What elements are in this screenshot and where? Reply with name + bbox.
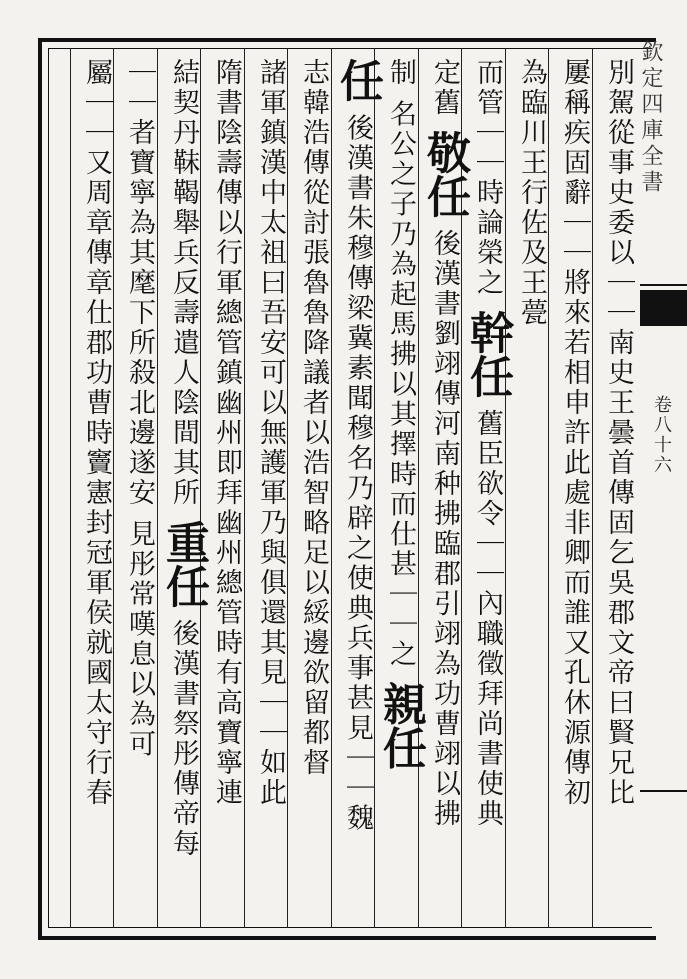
text-segment: 後漢書劉翊傳河南种拂臨郡引翊為功曹翊以拂	[429, 229, 460, 830]
text-segment: 為臨川王行佐及王甍	[516, 58, 547, 328]
fishtail-line	[640, 284, 687, 286]
text-column-5	[419, 58, 470, 923]
text-segment: 名公之子乃為起馬拂以其擇時而仕甚｜｜之	[385, 99, 416, 670]
text-segment: 結契丹靺鞨舉兵反壽遣人陰間其所	[168, 58, 199, 508]
text-column-2: 屢稱疾固辭｜｜將來若相申許此處非卿而誰又孔休源傳初	[559, 58, 590, 808]
text-column-3	[511, 58, 551, 923]
text-column-7	[332, 58, 383, 923]
text-segment: ｜｜者寶寧為其麾下所殺北邊遂安	[124, 58, 155, 508]
text-segment: 而管｜｜時論榮之	[472, 58, 503, 298]
heading-qin-ren: 親任	[375, 681, 426, 770]
heading-jing-ren: 敬任	[419, 129, 470, 218]
volume-label: 卷八十六	[651, 395, 672, 475]
text-segment: 舊臣欲令｜｜內職徵拜尚書使典	[472, 409, 503, 830]
text-column-6	[375, 58, 426, 923]
text-segment: 後漢書朱穆傳梁冀素聞穆名乃辟之使典兵事甚見｜｜魏	[342, 113, 373, 834]
text-segment: 定舊	[429, 58, 460, 118]
text-segment: 見彤常嘆息以為可	[124, 519, 155, 760]
text-column-8: 志韓浩傳從討張魯魯降議者以浩智略足以綏邊欲留都督	[298, 58, 329, 778]
heading-zhong-ren: 重任	[158, 519, 209, 608]
text-column-12	[119, 58, 159, 923]
text-segment: 後漢書祭彤傳帝每	[168, 619, 199, 860]
column-rule	[70, 48, 71, 928]
fishtail-mark	[640, 290, 687, 326]
text-column-9: 諸軍鎮漢中太祖曰吾安可以無護軍乃與俱還其見｜｜如此	[255, 58, 286, 808]
heading-gan-ren: 幹任	[462, 309, 513, 398]
text-segment: 制	[385, 58, 416, 88]
heading-ren: 任	[332, 58, 383, 102]
book-title: 欽定四庫全書	[638, 40, 663, 196]
text-column-10: 隋書陰壽傳以行軍總管鎮幽州即拜幽州總管時有高寶寧連	[211, 58, 242, 808]
text-column-4	[462, 58, 513, 923]
text-column-13: 屬｜｜又周章傳章仕郡功曹時竇憲封冠軍侯就國太守行春	[81, 58, 112, 808]
fishtail-line	[640, 790, 687, 792]
text-column-1: 別駕從事史委以｜｜南史王曇首傳固乞吳郡文帝曰賢兄比	[603, 58, 634, 808]
text-column-11	[158, 58, 209, 923]
